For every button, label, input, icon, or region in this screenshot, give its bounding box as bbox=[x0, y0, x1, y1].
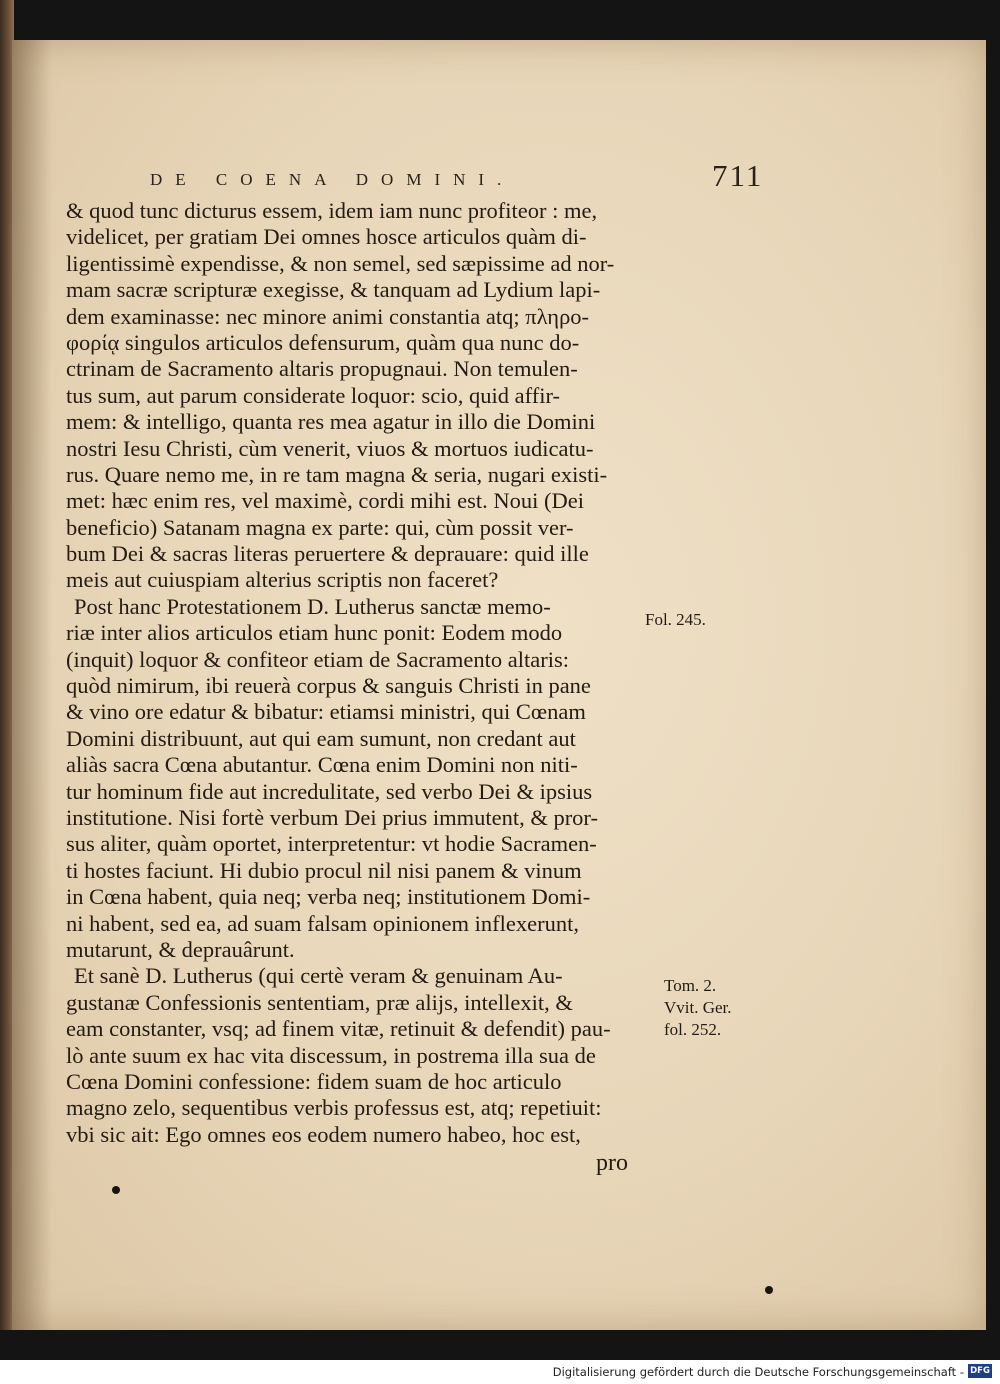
text-line: Cœna Domini confessione: fidem suam de hoc articulo bbox=[66, 1068, 562, 1094]
text-line: tur hominum fide aut incredulitate, sed verbo Dei & ipsius bbox=[66, 778, 593, 804]
text-line: eam constanter, vsq; ad finem vitæ, retinuit & defendit) pau- bbox=[66, 1016, 611, 1042]
text-line: quòd nimirum, ibi reuerà corpus & sanguis Christi in pane bbox=[66, 673, 591, 699]
marginal-note: Tom. 2. bbox=[664, 976, 717, 995]
ink-dot bbox=[112, 1186, 120, 1194]
footer-bar bbox=[0, 1360, 1000, 1384]
text-line: mutarunt, & deprauârunt. bbox=[66, 936, 295, 962]
text-line: institutione. Nisi fortè verbum Dei prius immutent, & pror- bbox=[66, 804, 598, 830]
ink-dot bbox=[765, 1286, 773, 1294]
marginal-note: Vvit. Ger. bbox=[664, 998, 732, 1017]
text-line: riæ inter alios articulos etiam hunc ponit: Eodem modo bbox=[66, 620, 563, 646]
body-text bbox=[66, 198, 641, 1148]
text-line: & quod tunc dicturus essem, idem iam nunc profiteor : me, bbox=[66, 198, 598, 223]
text-line: sus aliter, quàm oportet, interpretentur: vt hodie Sacramen- bbox=[66, 831, 597, 857]
text-line: ctrinam de Sacramento altaris propugnaui. Non temulen- bbox=[66, 356, 578, 382]
text-line: Post hanc Protestationem D. Lutherus sanctæ memo- bbox=[74, 593, 551, 619]
text-line: videlicet, per gratiam Dei omnes hosce articulos quàm di- bbox=[66, 224, 587, 250]
page-number: 711 bbox=[712, 158, 764, 193]
catchword: pro bbox=[596, 1150, 628, 1176]
funding-credit: Digitalisierung gefördert durch die Deutsche Forschungsgemeinschaft - bbox=[552, 1365, 964, 1379]
text-line: beneficio) Satanam magna ex parte: qui, cùm possit ver- bbox=[66, 514, 574, 540]
text-line: rus. Quare nemo me, in re tam magna & seria, nugari existi- bbox=[66, 461, 608, 487]
text-line: mem: & intelligo, quanta res mea agatur in illo die Domini bbox=[66, 409, 596, 435]
text-line: ni habent, sed ea, ad suam falsam opinionem inflexerunt, bbox=[66, 910, 579, 936]
text-line: nostri Iesu Christi, cùm venerit, viuos & mortuos iudicatu- bbox=[66, 435, 594, 461]
marginal-note: fol. 252. bbox=[664, 1020, 722, 1039]
text-line: Et sanè D. Lutherus (qui certè veram & genuinam Au- bbox=[74, 963, 563, 989]
text-line: meis aut cuiuspiam alterius scriptis non faceret? bbox=[66, 567, 499, 593]
text-line: ligentissimè expendisse, & non semel, sed sæpissime ad nor- bbox=[66, 250, 615, 276]
running-head: DE COENA DOMINI. bbox=[150, 170, 515, 189]
text-line: gustanæ Confessionis sententiam, præ alijs, intellexit, & bbox=[66, 989, 573, 1015]
text-line: vbi sic ait: Ego omnes eos eodem numero habeo, hoc est, bbox=[66, 1121, 581, 1147]
dfg-logo-icon: DFG bbox=[968, 1364, 992, 1378]
marginal-note: Fol. 245. bbox=[645, 610, 706, 629]
text-line: lò ante suum ex hac vita discessum, in postrema illa sua de bbox=[66, 1042, 596, 1068]
text-line: magno zelo, sequentibus verbis professus est, atq; repetiuit: bbox=[66, 1095, 602, 1121]
text-line: ti hostes faciunt. Hi dubio procul nil nisi panem & vinum bbox=[66, 857, 582, 883]
text-line: in Cœna habent, quia neq; verba neq; institutionem Domi- bbox=[66, 884, 591, 910]
text-line: aliàs sacra Cœna abutantur. Cœna enim Domini non niti- bbox=[66, 752, 578, 778]
text-line: mam sacræ scripturæ exegisse, & tanquam ad Lydium lapi- bbox=[66, 277, 601, 303]
text-line: φορίᾳ singulos articulos defensurum, quàm qua nunc do- bbox=[66, 329, 580, 355]
text-line: dem examinasse: nec minore animi constantia atq; πληρο- bbox=[66, 303, 590, 329]
text-line: tus sum, aut parum considerate loquor: scio, quid affir- bbox=[66, 382, 561, 408]
text-line: bum Dei & sacras literas peruertere & deprauare: quid ille bbox=[66, 541, 589, 567]
text-line: met: hæc enim res, vel maximè, cordi mihi est. Noui (Dei bbox=[66, 488, 585, 514]
text-line: Domini distribuunt, aut qui eam sumunt, non credant aut bbox=[66, 725, 576, 751]
text-line: & vino ore edatur & bibatur: etiamsi ministri, qui Cœnam bbox=[66, 699, 586, 725]
text-line: (inquit) loquor & confiteor etiam de Sacramento altaris: bbox=[66, 646, 569, 672]
